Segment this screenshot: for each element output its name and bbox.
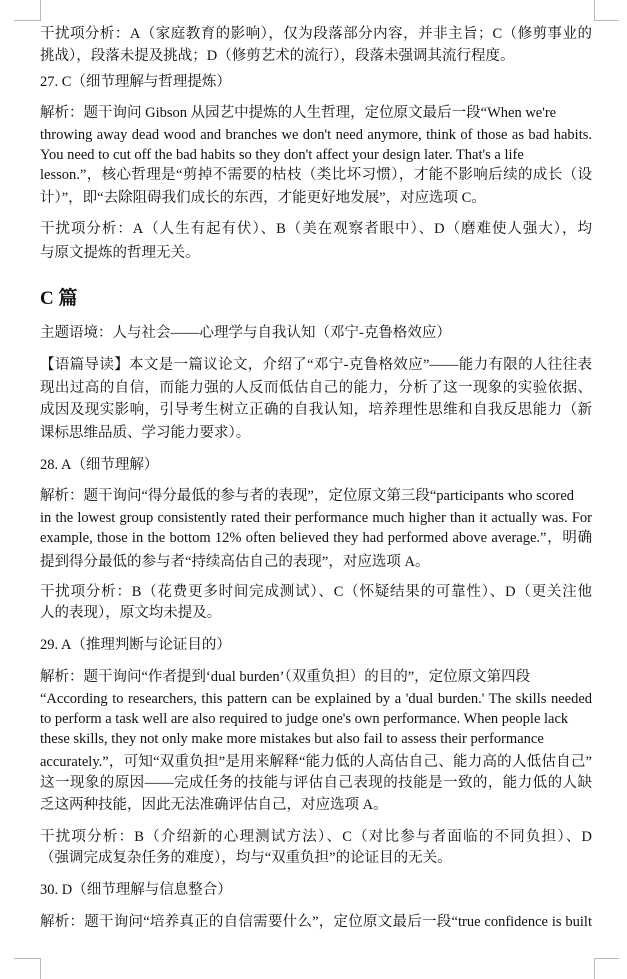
analysis-27: throwing away dead wood and branches we don't need anymore, think of those as bad habits. [40, 127, 592, 143]
analysis-27: 解析：题干询问 Gibson 从园艺中提炼的人生哲理，定位原文最后一段“When we're [40, 105, 557, 121]
analysis-27: 计）”，即“去除阻碍我们成长的东西，才能更好地发展”，对应选项 C。 [40, 190, 486, 206]
analysis-29: to perform a task well are also required to judge one's own performance. When people lack [40, 711, 569, 727]
distractor-analysis-28: 人的表现），原文均未提及。 [40, 605, 222, 621]
analysis-27: You need to cut off the bad habits so they don't affect your design later. That's a life [40, 147, 524, 163]
passage-intro: 成因及现实影响，引导考生树立正确的自我认知，培养理性思维和自我反思能力（新 [40, 402, 592, 418]
question-28-heading: 28. A（细节理解） [40, 457, 159, 473]
corner-mark-top-left [40, 0, 41, 20]
corner-mark-top-right [594, 0, 595, 20]
analysis-28: example, those in the bottom 12% often believed they had performed above average.”，明确 [40, 530, 592, 546]
analysis-29: 解析：题干询问“作者提到‘dual burden’（双重负担）的目的”，定位原文第四段 [40, 669, 531, 685]
analysis-28: 解析：题干询问“得分最低的参与者的表现”，定位原文第三段“participants who scored [40, 488, 575, 504]
distractor-analysis-29: （强调完成复杂任务的难度），均与“双重负担”的论证目的无关。 [40, 850, 452, 866]
distractor-analysis-27: 干扰项分析：A（人生有起有伏）、B（美在观察者眼中）、D（磨难使人强大），均 [40, 221, 592, 237]
distractor-analysis-27: 与原文提炼的哲理无关。 [40, 245, 200, 261]
question-27-heading: 27. C（细节理解与哲理提炼） [40, 74, 231, 90]
analysis-28: 提到得分最低的参与者“持续高估自己的表现”，对应选项 A。 [40, 554, 430, 570]
question-29-heading: 29. A（推理判断与论证目的） [40, 637, 231, 653]
analysis-28: in the lowest group consistently rated their performance much higher than it actually was. For [40, 510, 592, 526]
question-30-heading: 30. D（细节理解与信息整合） [40, 882, 232, 898]
corner-mark-bottom-right [594, 958, 595, 979]
distractor-analysis-28: 干扰项分析：B（花费更多时间完成测试）、C（怀疑结果的可靠性）、D（更关注他 [40, 584, 592, 600]
passage-intro: 现出过高的自信，而能力强的人反而低估自己的能力，分析了这一现象的实验依据、 [40, 380, 592, 396]
analysis-29: accurately.”，可知“双重负担”是用来解释“能力低的人高估自己、能力高的人低估自己” [40, 754, 592, 770]
section-heading: C 篇 [40, 288, 78, 309]
corner-mark-top-right [594, 20, 619, 21]
corner-mark-bottom-left [40, 958, 41, 979]
analysis-29: these skills, they not only make more mistakes but also fail to assess their performance [40, 731, 544, 747]
distractor-analysis-26: 挑战），段落未提及挑战；D（修剪艺术的流行），段落未强调其流行程度。 [40, 48, 515, 64]
analysis-30: 解析：题干询问“培养真正的自信需要什么”，定位原文最后一段“true confidence is built [40, 914, 592, 930]
passage-intro: 【语篇导读】本文是一篇议论文，介绍了“邓宁-克鲁格效应”——能力有限的人往往表 [40, 357, 592, 373]
analysis-29: “According to researchers, this pattern can be explained by a 'dual burden.' The skills needed [40, 691, 592, 707]
theme-context: 主题语境：人与社会——心理学与自我认知（邓宁-克鲁格效应） [40, 325, 451, 341]
analysis-29: 乏这两种技能，因此无法准确评估自己，对应选项 A。 [40, 797, 388, 813]
corner-mark-top-left [14, 20, 41, 21]
analysis-29: 这一现象的原因——完成任务的技能与评估自己表现的技能是一致的，能力低的人缺 [40, 775, 592, 791]
passage-intro: 课标思维品质、学习能力要求）。 [40, 425, 251, 441]
distractor-analysis-26: 干扰项分析：A（家庭教育的影响），仅为段落部分内容，并非主旨；C（修剪事业的 [40, 26, 592, 42]
corner-mark-bottom-left [14, 958, 41, 959]
corner-mark-bottom-right [594, 958, 619, 959]
distractor-analysis-29: 干扰项分析：B（介绍新的心理测试方法）、C（对比参与者面临的不同负担）、D [40, 829, 592, 845]
analysis-27: lesson.”，核心哲理是“剪掉不需要的枯枝（类比坏习惯），才能不影响后续的成长（设 [40, 167, 592, 183]
